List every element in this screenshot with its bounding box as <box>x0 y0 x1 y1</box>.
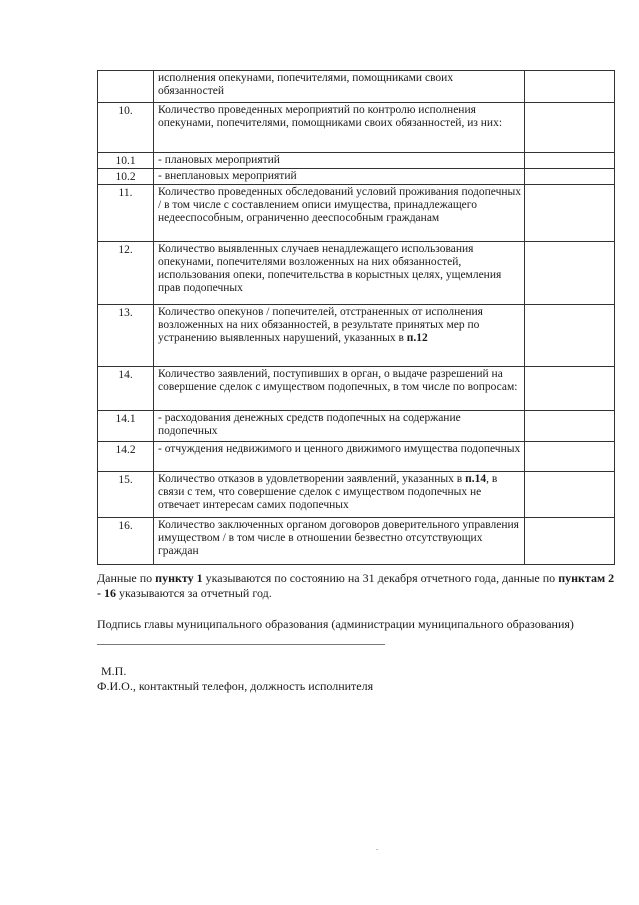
row-description <box>154 305 525 367</box>
row-description: - расходования денежных средств подопечных на содержание подопечных <box>154 411 525 442</box>
row-reference: п.12 <box>406 332 428 344</box>
row-number: 10. <box>98 103 154 153</box>
signature-line <box>97 617 617 647</box>
row-description: Количество выявленных случаев ненадлежащего использования опекунами, попечителями возложенных на них обязанностей, использования опеки, попечительства в корыстных целях, ущемления прав подопечных <box>154 242 525 305</box>
table-row <box>98 305 615 367</box>
table-row <box>98 472 615 518</box>
row-value-cell <box>525 472 615 518</box>
stamp-label <box>101 664 621 679</box>
scan-speck <box>376 849 378 850</box>
row-number <box>98 71 154 103</box>
row-description: Количество проведенных обследований условий проживания подопечных / в том числе с составлением описи имущества, принадлежащего недееспособным, ограниченно дееспособным гражданам <box>154 185 525 242</box>
row-value-cell <box>525 185 615 242</box>
row-description: Количество заявлений, поступивших в орган, о выдаче разрешений на совершение сделок с имуществом подопечных, в том числе по вопросам: <box>154 367 525 411</box>
row-reference: п.14 <box>465 473 487 485</box>
note-text: Данные по <box>97 571 156 585</box>
contact-text: Ф.И.О., контактный телефон, должность исполнителя <box>97 679 374 693</box>
row-value-cell <box>525 411 615 442</box>
table-row <box>98 242 615 305</box>
note-bold-points: пунктам 2 - 16 <box>97 571 615 600</box>
table-row <box>98 153 615 169</box>
row-value-cell <box>525 242 615 305</box>
row-description: - внеплановых мероприятий <box>154 169 525 185</box>
row-number: 13. <box>98 305 154 367</box>
table-row <box>98 185 615 242</box>
table-row <box>98 411 615 442</box>
table-row <box>98 71 615 103</box>
row-value-cell <box>525 367 615 411</box>
row-number: 10.2 <box>98 169 154 185</box>
row-value-cell <box>525 518 615 565</box>
table-row <box>98 103 615 153</box>
note-bold-point1: пункту 1 <box>155 571 203 585</box>
report-table <box>97 70 615 565</box>
row-description: Количество заключенных органом договоров доверительного управления имуществом / в том числе в отношении безвестно отсутствующих граждан <box>154 518 525 565</box>
row-value-cell <box>525 305 615 367</box>
row-description <box>154 472 525 518</box>
note-text: указываются за отчетный год. <box>116 586 272 600</box>
row-number: 12. <box>98 242 154 305</box>
row-number: 10.1 <box>98 153 154 169</box>
row-value-cell <box>525 442 615 472</box>
row-number: 16. <box>98 518 154 565</box>
row-description: Количество проведенных мероприятий по контролю исполнения опекунами, попечителями, помощниками своих обязанностей, из них: <box>154 103 525 153</box>
table-row <box>98 367 615 411</box>
row-number: 14.2 <box>98 442 154 472</box>
row-value-cell <box>525 153 615 169</box>
row-number: 14.1 <box>98 411 154 442</box>
table-row <box>98 442 615 472</box>
row-description: - плановых мероприятий <box>154 153 525 169</box>
row-value-cell <box>525 103 615 153</box>
row-text: Количество отказов в удовлетворении заявлений, указанных в <box>158 473 466 485</box>
signature-text: Подпись главы муниципального образования (администрации муниципального образования) ________________________________________________ <box>97 617 574 646</box>
row-description: - отчуждения недвижимого и ценного движимого имущества подопечных <box>154 442 525 472</box>
row-value-cell <box>525 71 615 103</box>
period-note <box>97 571 617 601</box>
note-text: указываются по состоянию на 31 декабря отчетного года, данные по <box>202 571 559 585</box>
table-row <box>98 169 615 185</box>
table-row <box>98 518 615 565</box>
row-number: 14. <box>98 367 154 411</box>
row-text-after: , в связи с тем, что совершение сделок с имуществом подопечных не отвечает интересам самих подопечных <box>158 473 498 511</box>
stamp-text: М.П. <box>101 664 127 678</box>
row-description: исполнения опекунами, попечителями, помощниками своих обязанностей <box>154 71 525 103</box>
row-value-cell <box>525 169 615 185</box>
row-text: Количество опекунов / попечителей, отстраненных от исполнения возложенных на них обязанностей, в результате принятых мер по устранению выявленных нарушений, указанных в <box>158 306 483 344</box>
contact-line <box>97 679 617 694</box>
row-number: 15. <box>98 472 154 518</box>
row-number: 11. <box>98 185 154 242</box>
